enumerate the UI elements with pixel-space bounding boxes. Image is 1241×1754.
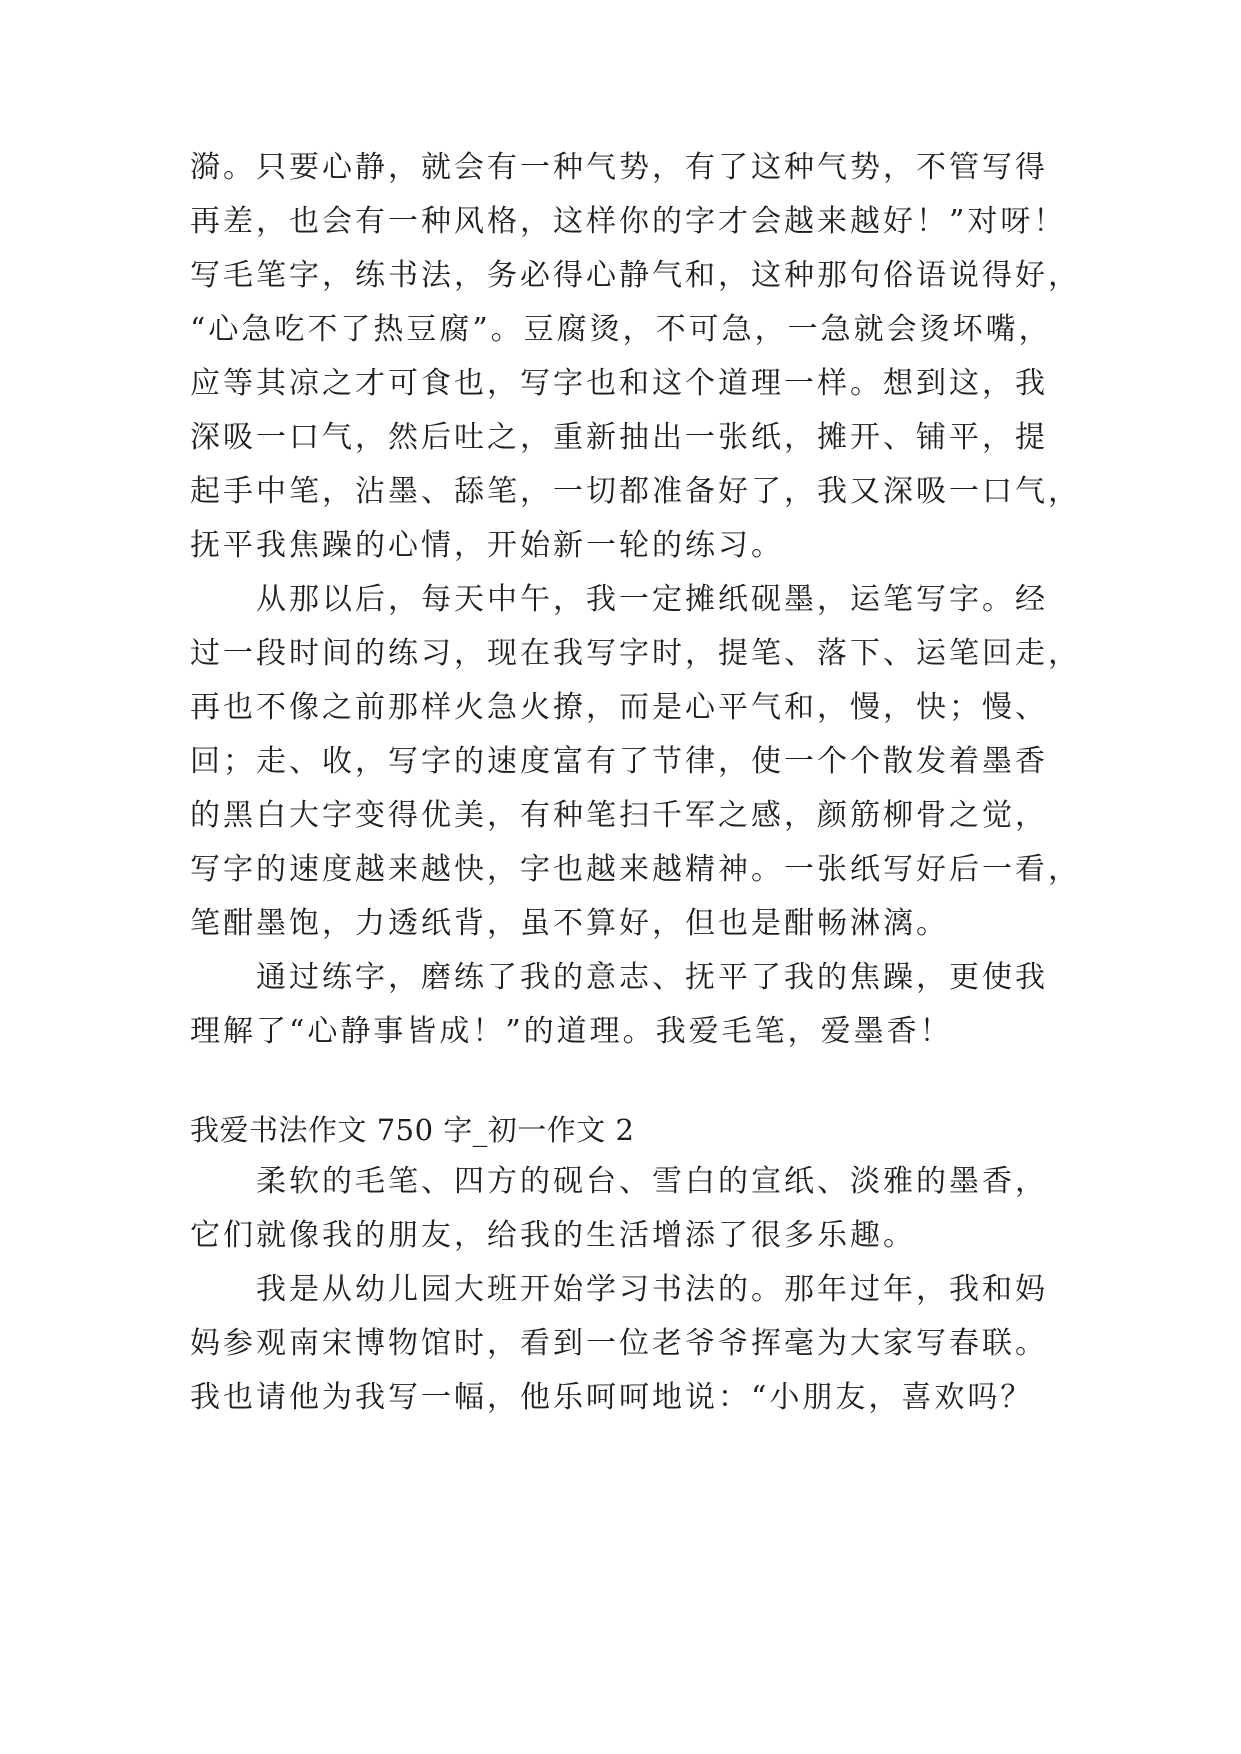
text-line: 的黑白大字变得优美，有种笔扫千军之感，颜筋柳骨之觉，	[190, 798, 1048, 833]
text-line: 应等其凉之才可食也，写字也和这个道理一样。想到这，我	[190, 366, 1048, 401]
text-line: 从那以后，每天中午，我一定摊纸砚墨，运笔写字。经	[256, 582, 1048, 617]
text-line: 深吸一口气，然后吐之，重新抽出一张纸，摊开、铺平，提	[190, 420, 1048, 455]
text-line: 再差，也会有一种风格，这样你的字才会越来越好！”对呀！	[190, 204, 1067, 239]
text-line: 我也请他为我写一幅，他乐呵呵地说：“小朋友，喜欢吗？	[190, 1380, 1034, 1415]
text-line: 我是从幼儿园大班开始学习书法的。那年过年，我和妈	[256, 1272, 1048, 1307]
text-line: 写字的速度越来越快，字也越来越精神。一张纸写好后一看，	[190, 852, 1081, 887]
text-line: 柔软的毛笔、四方的砚台、雪白的宣纸、淡雅的墨香，	[256, 1164, 1048, 1199]
text-line: 再也不像之前那样火急火撩，而是心平气和，慢，快；慢、	[190, 690, 1048, 725]
text-line: 理解了“心静事皆成！”的道理。我爱毛笔，爱墨香！	[190, 1014, 953, 1049]
text-line: 起手中笔，沾墨、舔笔，一切都准备好了，我又深吸一口气，	[190, 474, 1081, 509]
text-line: 笔酣墨饱，力透纸背，虽不算好，但也是酣畅淋漓。	[190, 906, 949, 941]
text-line: 抚平我焦躁的心情，开始新一轮的练习。	[190, 528, 784, 563]
section-heading: 我爱书法作文 750 字_初一作文 2	[190, 1113, 635, 1147]
text-line: 写毛笔字，练书法，务必得心静气和，这种那句俗语说得好，	[190, 258, 1081, 293]
text-line: 它们就像我的朋友，给我的生活增添了很多乐趣。	[190, 1218, 916, 1253]
text-line: 过一段时间的练习，现在我写字时，提笔、落下、运笔回走，	[190, 636, 1081, 671]
text-line: 通过练字，磨练了我的意志、抚平了我的焦躁，更使我	[256, 960, 1048, 995]
text-line: 漪。只要心静，就会有一种气势，有了这种气势，不管写得	[190, 150, 1048, 185]
text-line: 妈参观南宋博物馆时，看到一位老爷爷挥毫为大家写春联。	[190, 1326, 1048, 1361]
text-line: 回；走、收，写字的速度富有了节律，使一个个散发着墨香	[190, 744, 1048, 779]
text-line: “心急吃不了热豆腐”。豆腐烫，不可急，一急就会烫坏嘴，	[190, 312, 1052, 347]
